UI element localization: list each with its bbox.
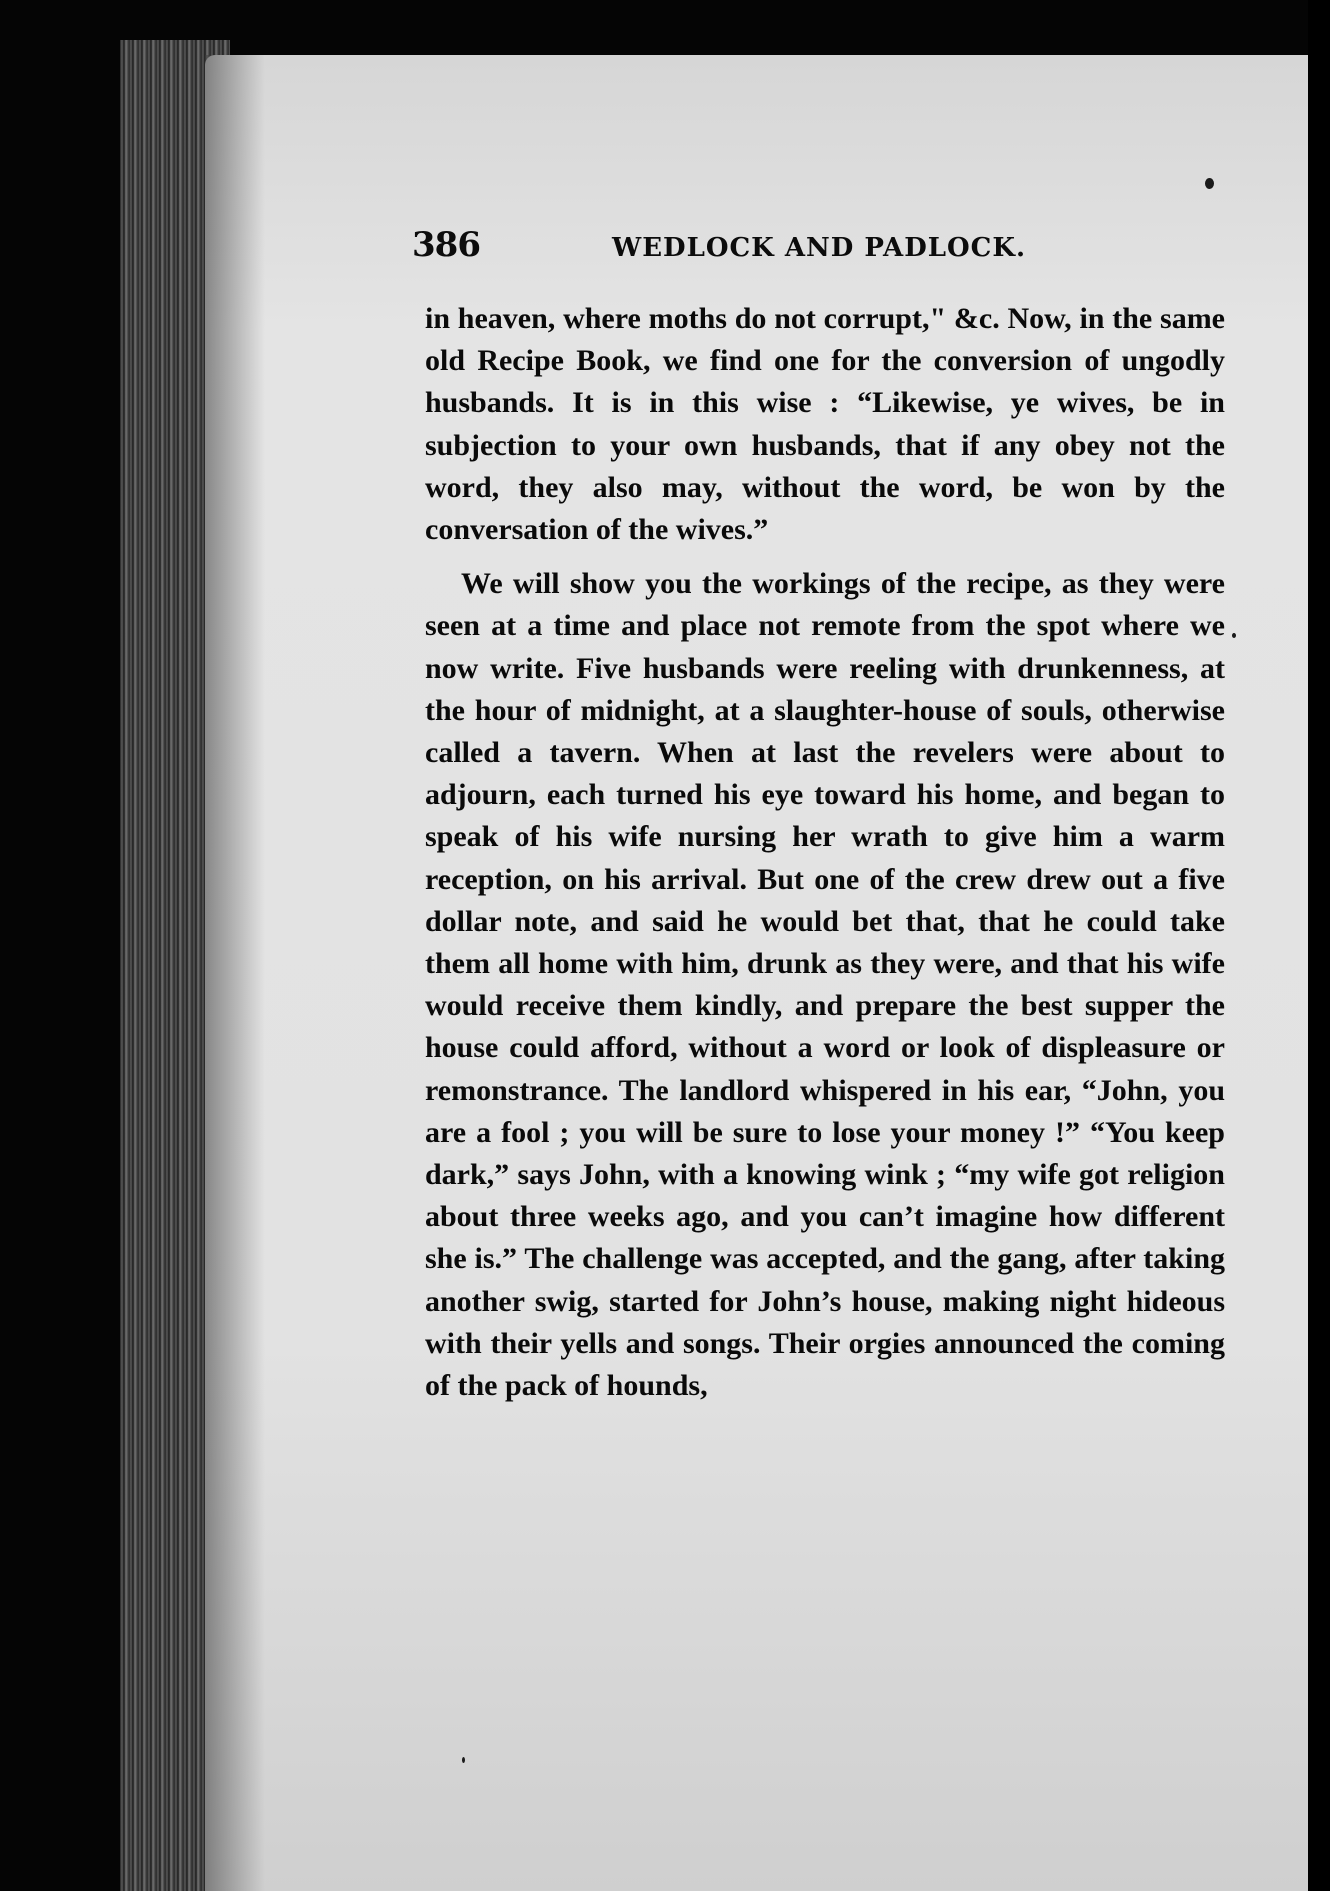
body-text <box>425 298 1225 1407</box>
page-header <box>412 225 1232 285</box>
gutter-shadow <box>205 55 265 1891</box>
speck <box>1232 633 1236 638</box>
paragraph: in heaven, where moths do not corrupt," &c. Now, in the same old Recipe Book, we find one for the conversion of ungodly husbands. It is in this wise : “Likewise, ye wives, be in subjection to your own husbands, that if any obey not the word, they also may, without the word, be won by the conversation of the wives.” <box>425 302 1225 547</box>
right-margin-dark <box>1308 0 1330 1891</box>
paragraph: We will show you the workings of the recipe, as they were seen at a time and place not remote from the spot where we now write. Five husbands were reeling with drunkenness, at the hour of midnight, at a slaughter-house of souls, otherwise called a tavern. When at last the revelers were about to adjourn, each turned his eye toward his home, and began to speak of his wife nursing her wrath to give him a warm reception, on his arrival. But one of the crew drew out a five dollar note, and said he would bet that, that he could take them all home with him, drunk as they were, and that his wife would receive them kindly, and prepare the best supper the house could afford, without a word or look of displeasure or remonstrance. The landlord whispered in his ear, “John, you are a fool ; you will be sure to lose your money !” “You keep dark,” says John, with a knowing wink ; “my wife got religion about three weeks ago, and you can’t imagine how different she is.” The challenge was accepted, and the gang, after taking another swig, started for John’s house, making night hideous with their yells and songs. Their orgies announced the coming of the pack of hounds, <box>425 567 1225 1403</box>
speck <box>462 1757 465 1763</box>
running-head: WEDLOCK AND PADLOCK. <box>612 233 1027 263</box>
page-number: 386 <box>412 225 480 265</box>
speck <box>1205 178 1214 189</box>
